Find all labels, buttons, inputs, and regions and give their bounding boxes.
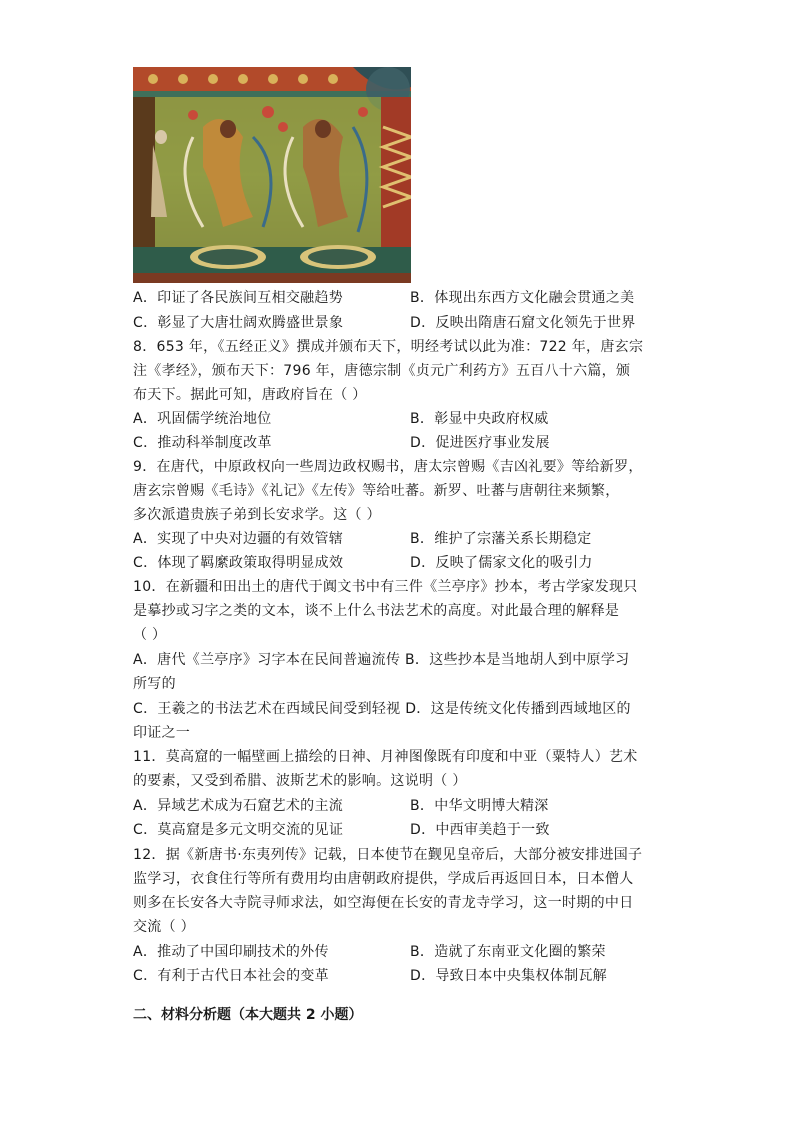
q9-option-c: C．体现了羁縻政策取得明显成效 bbox=[133, 555, 344, 571]
q12-stem-line-4: 交流（ ） bbox=[133, 919, 195, 935]
q7-option-d: D．反映出隋唐石窟文化领先于世界 bbox=[410, 315, 636, 331]
q11-option-a: A．异域艺术成为石窟艺术的主流 bbox=[133, 798, 344, 814]
q9-stem-line-2: 唐玄宗曾赐《毛诗》《礼记》《左传》等给吐蕃。新罗、吐蕃与唐朝往来频繁， bbox=[133, 483, 620, 499]
q12-option-a: A．推动了中国印刷技术的外传 bbox=[133, 944, 329, 960]
q12-stem-line-1: 12．据《新唐书·东夷列传》记载，日本使节在觐见皇帝后，大部分被安排进国子 bbox=[133, 847, 643, 863]
q9-stem-line-3: 多次派遣贵族子弟到长安求学。这（ ） bbox=[133, 507, 381, 523]
q8-option-b: B．彰显中央政府权威 bbox=[410, 411, 549, 427]
q9-option-d: D．反映了儒家文化的吸引力 bbox=[410, 555, 593, 571]
q11-option-b: B．中华文明博大精深 bbox=[410, 798, 549, 814]
q7-option-c: C．彰显了大唐壮阔欢腾盛世景象 bbox=[133, 315, 344, 331]
q8-option-c: C．推动科举制度改革 bbox=[133, 435, 272, 451]
q9-option-a: A．实现了中央对边疆的有效管辖 bbox=[133, 531, 344, 547]
q11-option-c: C．莫高窟是多元文明交流的见证 bbox=[133, 822, 344, 838]
section-heading: 二、材料分析题（本大题共 2 小题） bbox=[133, 1007, 363, 1023]
q12-stem-line-2: 监学习，衣食住行等所有费用均由唐朝政府提供，学成后再返回日本，日本僧人 bbox=[133, 871, 634, 887]
q8-option-a: A．巩固儒学统治地位 bbox=[133, 411, 272, 427]
q8-stem-line-2: 注《孝经》，颁布天下：796 年，唐德宗制《贞元广利药方》五百八十六篇，颁 bbox=[133, 363, 631, 379]
q10-option-ab: A．唐代《兰亭序》习字本在民间普遍流传 B．这些抄本是当地胡人到中原学习 bbox=[133, 652, 630, 668]
q9-option-b: B．维护了宗藩关系长期稳定 bbox=[410, 531, 592, 547]
q11-stem-line-1: 11．莫高窟的一幅壁画上描绘的日神、月神图像既有印度和中亚（粟特人）艺术 bbox=[133, 749, 638, 765]
q10-option-b-cont: 所写的 bbox=[133, 676, 176, 692]
q7-option-b: B．体现出东西方文化融会贯通之美 bbox=[410, 290, 635, 306]
q10-stem-line-1: 10．在新疆和田出土的唐代于阗文书中有三件《兰亭序》抄本，考古学家发现只 bbox=[133, 579, 638, 595]
q8-option-d: D．促进医疗事业发展 bbox=[410, 435, 550, 451]
dunhuang-mural-image bbox=[133, 67, 411, 283]
q7-option-a: A．印证了各民族间互相交融趋势 bbox=[133, 290, 344, 306]
q12-option-c: C．有利于古代日本社会的变革 bbox=[133, 968, 329, 984]
q10-stem-line-2: 是摹抄或习字之类的文本，谈不上什么书法艺术的高度。对此最合理的解释是 bbox=[133, 603, 620, 619]
q11-stem-line-2: 的要素，又受到希腊、波斯艺术的影响。这说明（ ） bbox=[133, 773, 467, 789]
q10-option-d-cont: 印证之一 bbox=[133, 725, 191, 741]
q9-stem-line-1: 9．在唐代，中原政权向一些周边政权赐书，唐太宗曾赐《吉凶礼要》等给新罗， bbox=[133, 459, 643, 475]
q12-option-b: B．造就了东南亚文化圈的繁荣 bbox=[410, 944, 606, 960]
mural-drawing bbox=[133, 67, 411, 283]
q12-stem-line-3: 则多在长安各大寺院寻师求法，如空海便在长安的青龙寺学习，这一时期的中日 bbox=[133, 895, 634, 911]
q11-option-d: D．中西审美趋于一致 bbox=[410, 822, 550, 838]
q12-option-d: D．导致日本中央集权体制瓦解 bbox=[410, 968, 607, 984]
q10-stem-line-3: （ ） bbox=[133, 627, 167, 643]
q10-option-cd: C．王羲之的书法艺术在西域民间受到轻视 D．这是传统文化传播到西域地区的 bbox=[133, 701, 631, 717]
q8-stem-line-3: 布天下。据此可知，唐政府旨在（ ） bbox=[133, 387, 367, 403]
q8-stem-line-1: 8．653 年，《五经正义》撰成并颁布天下，明经考试以此为准：722 年，唐玄宗 bbox=[133, 339, 644, 355]
